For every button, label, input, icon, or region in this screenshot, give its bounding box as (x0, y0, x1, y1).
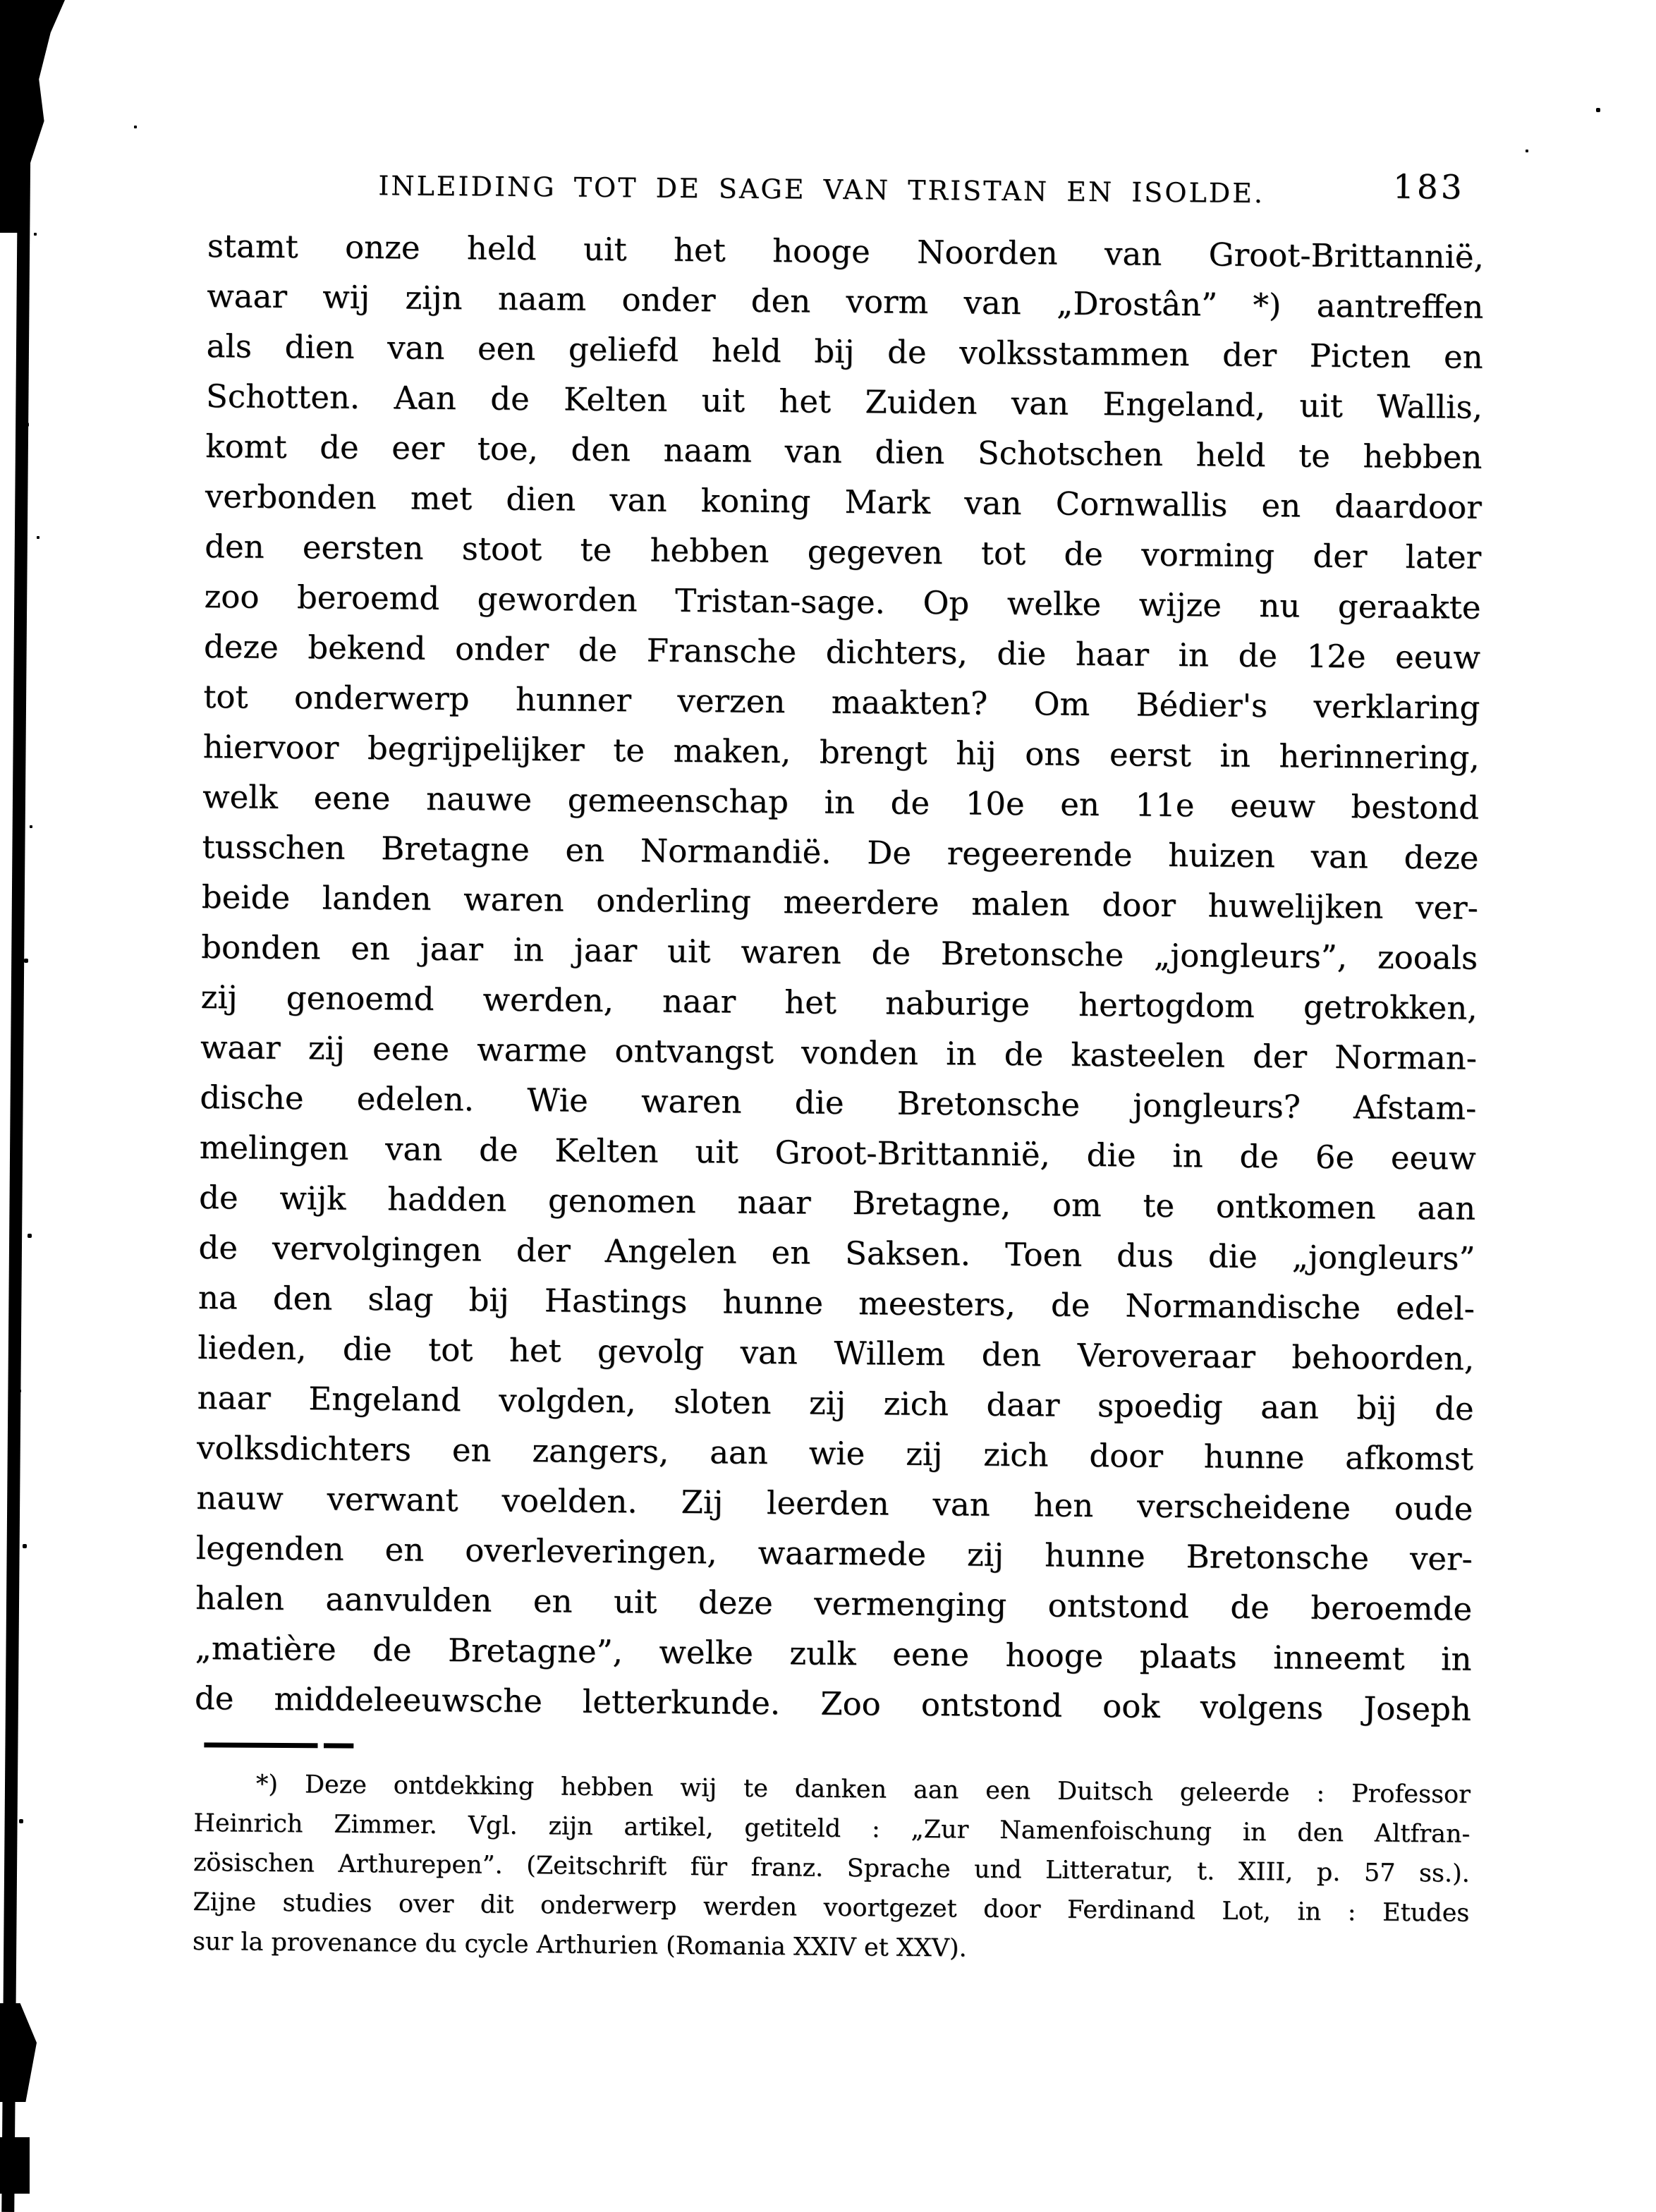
body-text-line: lieden, die tot het gevolg van Willem den Veroveraar behoorden, (197, 1328, 1475, 1378)
binding-shadow-chunk (0, 2003, 37, 2102)
page-header (207, 159, 1485, 229)
footnote-line: *) Deze ontdekking hebben wij te danken aan een Duitsch geleerde : Professor (255, 1770, 1471, 1809)
body-text-line: tot onderwerp hunner verzen maakten? Om Bédier's verklaring (203, 677, 1480, 727)
footnote-line: Zijne studies over dit onderwerp werden voortgezet door Ferdinand Lot, in : Etudes (193, 1888, 1470, 1928)
scan-speckles (34, 233, 37, 236)
body-text-line: na den slag bij Hastings hunne meesters, de Normandische edel- (197, 1278, 1475, 1327)
body-text-line: legenden en overleveringen, waarmede zij hunne Bretonsche ver- (195, 1529, 1473, 1578)
body-text-line: waar zij eene warme ontvangst vonden in de kasteelen der Norman- (200, 1028, 1478, 1077)
footnote-line: sur la provenance du cycle Arthurien (Romania XXIV et XXV). (192, 1927, 967, 1963)
body-text-line: komt de eer toe, den naam van dien Schotschen held te hebben (205, 427, 1483, 476)
body-text-line: verbonden met dien van koning Mark van Cornwallis en daardoor (205, 477, 1482, 526)
body-text-line: stamt onze held uit het hooge Noorden van Groot-Brittannië, (207, 226, 1485, 276)
body-text-line: beide landen waren onderling meerdere malen door huwelijken ver- (201, 877, 1479, 927)
page-number: 183 (1392, 167, 1465, 207)
running-title: INLEIDING TOT DE SAGE VAN TRISTAN EN ISOLDE. (378, 170, 1265, 209)
body-text-line: bonden en jaar in jaar uit waren de Bretonsche „jongleurs”, zooals (201, 928, 1478, 977)
binding-shadow-bar (1, 0, 32, 2212)
body-text-line: de vervolgingen der Angelen en Saksen. Toen dus die „jongleurs” (198, 1228, 1475, 1277)
body-text-line: den eersten stoot te hebben gegeven tot de vorming der later (204, 527, 1482, 576)
footnote-separator-rule (204, 1742, 353, 1748)
body-text-line: welk eene nauwe gemeenschap in de 10e en 11e eeuw bestond (202, 777, 1480, 827)
scanned-page (193, 159, 1485, 1973)
body-text-line: de middeleeuwsche letterkunde. Zoo ontstond ook volgens Joseph (194, 1679, 1472, 1728)
body-text-line: volksdichters en zangers, aan wie zij zich door hunne afkomst (196, 1428, 1474, 1478)
footnote (193, 1764, 1471, 1973)
body-text-line: nauw verwant voelden. Zij leerden van hen verscheidene oude (196, 1478, 1473, 1528)
body-text (195, 221, 1485, 1734)
footnote-line: Heinrich Zimmer. Vgl. zijn artikel, getiteld : „Zur Namenfoischung in den Altfran- (193, 1809, 1471, 1849)
body-text-line: halen aanvulden en uit deze vermenging ontstond de beroemde (195, 1579, 1473, 1628)
body-text-line: tusschen Bretagne en Normandië. De regeerende huizen van deze (202, 827, 1479, 877)
body-text-line: Schotten. Aan de Kelten uit het Zuiden van Engeland, uit Wallis, (205, 377, 1483, 426)
binding-shadow-blob (0, 0, 65, 233)
body-text-line: zoo beroemd geworden Tristan-sage. Op welke wijze nu geraakte (204, 577, 1481, 626)
body-text-line: hiervoor begrijpelijker te maken, brengt hij ons eerst in herinnering, (202, 727, 1480, 777)
body-text-line: zij genoemd werden, naar het naburige hertogdom getrokken, (200, 978, 1478, 1027)
footnote-line: zösischen Arthurepen”. (Zeitschrift für franz. Sprache und Litteratur, t. XIII, p. 57 ss.). (193, 1848, 1471, 1888)
body-text-line: naar Engeland volgden, sloten zij zich daar spoedig aan bij de (197, 1378, 1474, 1428)
binding-shadow-chunk (0, 2137, 30, 2194)
body-text-line: dische edelen. Wie waren die Bretonsche jongleurs? Afstam- (200, 1078, 1477, 1127)
body-text-line: waar wij zijn naam onder den vorm van „Drostân” *) aantreffen (207, 276, 1484, 326)
body-text-line: deze bekend onder de Fransche dichters, die haar in de 12e eeuw (203, 627, 1481, 676)
body-text-line: als dien van een geliefd held bij de volksstammen der Picten en (206, 327, 1483, 376)
body-text-line: „matière de Bretagne”, welke zulk eene hooge plaats inneemt in (195, 1629, 1472, 1678)
body-text-line: melingen van de Kelten uit Groot-Brittannië, die in de 6e eeuw (199, 1128, 1476, 1177)
body-text-line: de wijk hadden genomen naar Bretagne, om te ontkomen aan (198, 1178, 1476, 1227)
